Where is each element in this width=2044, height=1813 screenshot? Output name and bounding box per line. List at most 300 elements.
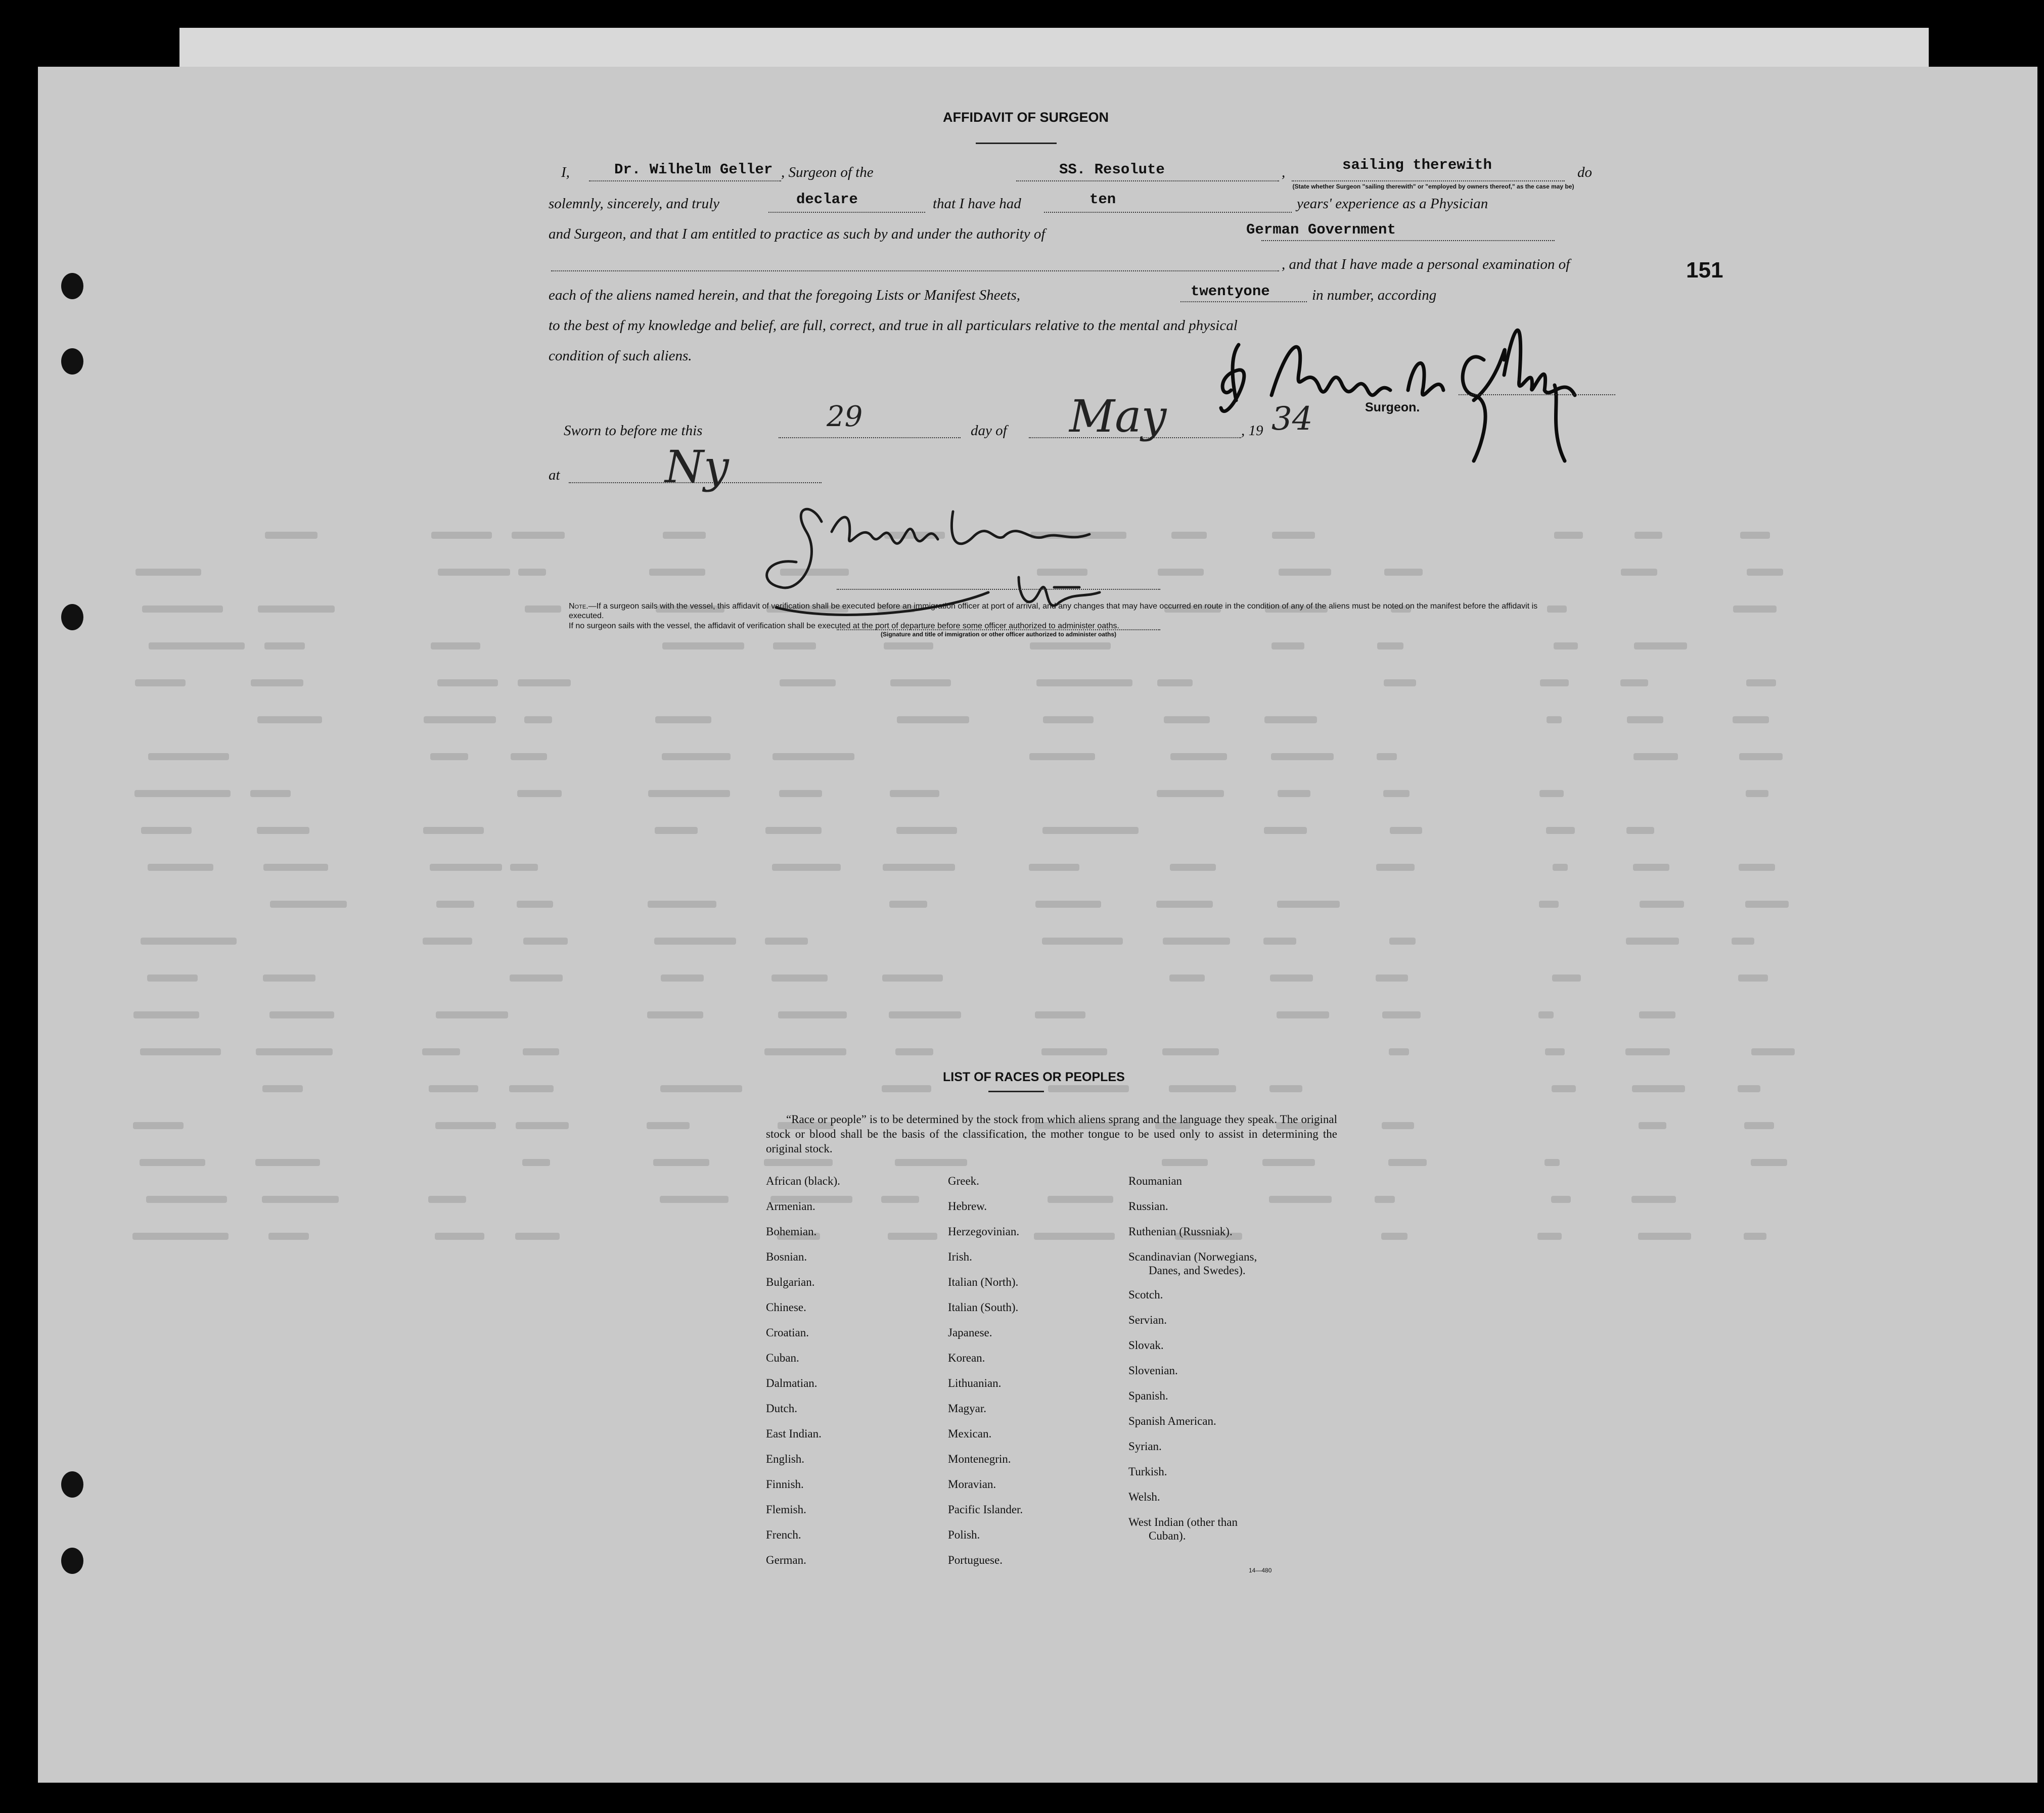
bleed-mark [140, 1048, 221, 1055]
bleed-mark [517, 790, 562, 797]
bleed-mark [1272, 532, 1315, 539]
bleed-mark [265, 532, 317, 539]
race-item: Herzegovinian. [948, 1225, 1020, 1238]
bleed-mark [888, 1233, 937, 1240]
bleed-mark [146, 1196, 227, 1203]
bleed-mark [780, 679, 836, 686]
bleed-mark [1626, 827, 1654, 834]
bleed-mark [882, 974, 943, 982]
race-item: Syrian. [1128, 1440, 1162, 1453]
bleed-mark [765, 938, 808, 945]
affidavit-text: , 19 [1241, 423, 1263, 439]
note-label: Note. [569, 602, 588, 611]
bleed-mark [1625, 1048, 1670, 1055]
race-item: English. [766, 1453, 805, 1465]
bleed-mark [764, 1159, 833, 1166]
punch-hole [61, 604, 83, 630]
vessel-name: SS. Resolute [1059, 161, 1165, 178]
bleed-mark [135, 679, 186, 686]
bleed-mark [1384, 679, 1416, 686]
bleed-mark [653, 1159, 709, 1166]
bleed-mark [1375, 1196, 1395, 1203]
bleed-mark [1640, 901, 1684, 908]
race-item: Japanese. [948, 1326, 992, 1339]
bleed-mark [1553, 864, 1568, 871]
race-item: Cuban. [766, 1352, 799, 1364]
bleed-mark [1041, 1048, 1107, 1055]
bleed-mark [1270, 974, 1313, 982]
blank-line [768, 212, 925, 213]
bleed-mark [264, 642, 305, 649]
bleed-mark [1746, 790, 1768, 797]
affidavit-text: , and that I have made a personal examination of [1282, 256, 1570, 272]
note-text: —If a surgeon sails with the vessel, this affidavit of verification shall be executed before an immigration officer at port of arrival, and any changes that may have occurred en route in the condition of any of the aliens must be noted on the manifest before the affidavit is executed. [569, 602, 1538, 620]
bleed-mark [897, 716, 969, 723]
page-number: 151 [1686, 258, 1723, 283]
bleed-mark [1545, 1048, 1565, 1055]
affidavit-text: do [1577, 164, 1592, 180]
bleed-mark [1546, 827, 1575, 834]
bleed-mark [1036, 679, 1132, 686]
bleed-mark [1042, 938, 1123, 945]
race-item: Slovenian. [1128, 1364, 1178, 1377]
bleed-mark [148, 753, 229, 760]
race-item: Montenegrin. [948, 1453, 1011, 1465]
bleed-mark [1382, 1122, 1414, 1129]
race-item: Moravian. [948, 1478, 996, 1491]
race-item: Bohemian. [766, 1225, 817, 1238]
bleed-mark [1746, 679, 1776, 686]
bleed-mark [134, 790, 231, 797]
affidavit-text: each of the aliens named herein, and that the foregoing Lists or Manifest Sheets, [549, 287, 1020, 303]
bleed-mark [262, 1085, 303, 1092]
race-item: Lithuanian. [948, 1377, 1002, 1389]
bleed-mark [510, 864, 538, 871]
bleed-mark [1390, 827, 1422, 834]
bleed-mark [1732, 938, 1754, 945]
affidavit-text: , Surgeon of the [781, 164, 874, 180]
bleed-mark [512, 532, 565, 539]
bleed-mark [1377, 753, 1397, 760]
bleed-mark [1156, 901, 1213, 908]
bleed-mark [516, 1122, 569, 1129]
bleed-mark [1163, 938, 1230, 945]
bleed-mark [1048, 1085, 1129, 1092]
bleed-mark [422, 1048, 460, 1055]
bleed-mark [133, 1011, 199, 1018]
bleed-mark [1633, 864, 1669, 871]
bleed-mark [524, 716, 552, 723]
bleed-mark [263, 974, 315, 982]
bleed-mark [647, 1122, 690, 1129]
race-item: Spanish. [1128, 1389, 1168, 1402]
bleed-mark [142, 606, 223, 613]
bleed-mark [1169, 974, 1205, 982]
bleed-mark [515, 1233, 560, 1240]
bleed-mark [1279, 569, 1331, 576]
bleed-mark [896, 827, 957, 834]
bleed-mark [510, 974, 563, 982]
bleed-mark [661, 974, 704, 982]
bleed-mark [148, 864, 213, 871]
bleed-mark [1029, 864, 1079, 871]
bleed-mark [883, 864, 955, 871]
race-item: Slovak. [1128, 1339, 1164, 1352]
bleed-mark [1048, 1196, 1113, 1203]
race-item: East Indian. [766, 1427, 822, 1440]
bleed-mark [1538, 1011, 1554, 1018]
race-item: Welsh. [1128, 1491, 1160, 1503]
blank-line [551, 270, 1279, 271]
bleed-mark [1621, 569, 1657, 576]
bleed-mark [1744, 1233, 1766, 1240]
race-item: Spanish American. [1128, 1415, 1216, 1427]
race-item: Italian (North). [948, 1276, 1019, 1288]
bleed-mark [1383, 790, 1410, 797]
bleed-mark [141, 827, 192, 834]
race-item: Irish. [948, 1250, 972, 1263]
title-underline [976, 143, 1057, 144]
bleed-mark [771, 974, 828, 982]
race-item: Italian (South). [948, 1301, 1019, 1314]
bleed-mark [1029, 753, 1095, 760]
races-title: LIST OF RACES OR PEOPLES [943, 1070, 1125, 1084]
bleed-mark [1277, 901, 1340, 908]
sworn-place: Ny [665, 441, 729, 493]
bleed-mark [1551, 1196, 1571, 1203]
bleed-mark [889, 901, 927, 908]
bleed-mark [1639, 1122, 1666, 1129]
bleed-mark [1540, 679, 1569, 686]
bleed-mark [655, 827, 698, 834]
bleed-mark [1164, 716, 1210, 723]
bleed-mark [522, 1159, 550, 1166]
bleed-mark [772, 864, 841, 871]
bleed-mark [525, 606, 561, 613]
affidavit-text: in number, according [1312, 287, 1437, 303]
bleed-mark [149, 642, 245, 649]
bleed-mark [135, 569, 201, 576]
manifest-page [38, 67, 2037, 1783]
bleed-mark [251, 679, 303, 686]
bleed-mark [1034, 1233, 1115, 1240]
affidavit-text: years' experience as a Physician [1297, 196, 1488, 212]
bleed-mark [1539, 790, 1564, 797]
sworn-month: May [1069, 390, 1167, 442]
bleed-mark [1269, 1196, 1332, 1203]
form-number: 14—480 [1249, 1567, 1272, 1574]
bleed-mark [438, 569, 510, 576]
bleed-mark [1278, 790, 1310, 797]
bleed-mark [258, 606, 335, 613]
bleed-mark [881, 1196, 919, 1203]
bleed-mark [882, 1085, 931, 1092]
years-experience: ten [1089, 191, 1116, 208]
bleed-mark [257, 827, 309, 834]
bleed-mark [1277, 1011, 1329, 1018]
bleed-mark [428, 1196, 466, 1203]
punch-hole [61, 348, 83, 375]
surgeon-name: Dr. Wilhelm Geller [614, 161, 773, 178]
race-item: Bulgarian. [766, 1276, 815, 1288]
bleed-mark [509, 1085, 554, 1092]
bleed-mark [1162, 1159, 1208, 1166]
bleed-mark [436, 1011, 508, 1018]
affidavit-text: day of [971, 423, 1007, 439]
bleed-mark [1740, 532, 1770, 539]
bleed-mark [1751, 1159, 1787, 1166]
bleed-mark [429, 1085, 478, 1092]
surgeon-signature [1201, 299, 1585, 466]
sworn-day: 29 [827, 400, 863, 433]
bleed-mark [1739, 864, 1775, 871]
bleed-mark [430, 753, 468, 760]
sworn-year: 34 [1271, 400, 1313, 438]
races-intro: “Race or people” is to be determined by the stock from which aliens sprang and the language they speak. The original stock or blood shall be the basis of the classification, the mother tongue to be used only to assist in determining the original stock. [766, 1113, 1337, 1155]
bleed-mark [647, 1011, 703, 1018]
races-column-3 [1128, 1175, 1257, 1545]
blank-line [1044, 212, 1292, 213]
bleed-mark [1738, 974, 1768, 982]
bleed-mark [133, 1122, 184, 1129]
bleed-mark [257, 716, 322, 723]
signature-line [1459, 394, 1615, 395]
bleed-mark [660, 1085, 742, 1092]
bleed-mark [250, 790, 291, 797]
bleed-mark [268, 1233, 309, 1240]
bleed-mark [1626, 938, 1679, 945]
bleed-mark [1162, 1048, 1219, 1055]
bleed-mark [773, 753, 854, 760]
bleed-mark [1552, 1085, 1576, 1092]
bleed-mark [1552, 974, 1581, 982]
sheets-count: twentyone [1191, 283, 1270, 300]
bleed-mark [655, 716, 711, 723]
bleed-mark [424, 716, 496, 723]
bleed-mark [1389, 1048, 1409, 1055]
bleed-mark [436, 901, 474, 908]
bleed-mark [1634, 532, 1662, 539]
race-item: Armenian. [766, 1200, 815, 1213]
punch-hole [61, 1471, 83, 1498]
bleed-mark [1043, 716, 1094, 723]
race-item: Korean. [948, 1352, 985, 1364]
affidavit-title: AFFIDAVIT OF SURGEON [943, 110, 1109, 125]
bleed-mark [1388, 1159, 1427, 1166]
bleed-mark [1271, 642, 1304, 649]
affidavit-note-2: If no surgeon sails with the vessel, the affidavit of verification shall be executed at the port of departure before some officer authorized to administer oaths. [569, 622, 1119, 630]
bleed-mark [648, 901, 716, 908]
bleed-mark [1554, 532, 1583, 539]
bleed-mark [1545, 1159, 1560, 1166]
bleed-mark [1376, 864, 1415, 871]
bleed-mark [764, 1048, 846, 1055]
bleed-mark [1382, 1011, 1421, 1018]
race-item-continued: Cuban). [1149, 1529, 1186, 1542]
top-paper-edge [179, 28, 1929, 68]
bleed-mark [773, 642, 816, 649]
race-item: Portuguese. [948, 1554, 1003, 1566]
affidavit-text: and Surgeon, and that I am entitled to practice as such by and under the authority of [549, 226, 1046, 242]
declare-word: declare [796, 191, 858, 208]
punch-hole [61, 1548, 83, 1574]
race-item: Finnish. [766, 1478, 804, 1491]
race-item: Chinese. [766, 1301, 806, 1314]
race-item-continued: Danes, and Swedes). [1149, 1264, 1246, 1277]
race-item: Roumanian [1128, 1175, 1183, 1187]
race-item: Scotch. [1128, 1288, 1163, 1301]
bleed-mark [779, 790, 822, 797]
bleed-mark [1381, 1233, 1407, 1240]
punch-hole [61, 273, 83, 299]
bleed-mark [132, 1233, 229, 1240]
bleed-mark [523, 938, 568, 945]
blank-line [1292, 180, 1565, 181]
races-column-2 [948, 1175, 1023, 1579]
bleed-mark [435, 1233, 484, 1240]
race-item: Hebrew. [948, 1200, 987, 1213]
bleed-mark [1157, 790, 1224, 797]
affidavit-text: , [1282, 164, 1286, 180]
bleed-mark [437, 679, 498, 686]
affidavit-text: solemnly, sincerely, and truly [549, 196, 720, 212]
bleed-mark [1547, 716, 1562, 723]
bleed-mark [649, 569, 705, 576]
blank-line [589, 180, 781, 181]
bleed-mark [884, 642, 933, 649]
bleed-mark [423, 827, 484, 834]
bleed-mark [1733, 716, 1769, 723]
race-item: Scandinavian (Norwegians, [1128, 1250, 1257, 1263]
bleed-mark [1384, 569, 1423, 576]
bleed-mark [147, 974, 198, 982]
bleed-mark [263, 864, 328, 871]
bleed-mark [423, 938, 472, 945]
bleed-mark [517, 901, 553, 908]
bleed-mark [1376, 974, 1408, 982]
bleed-mark [1389, 938, 1416, 945]
bleed-mark [1169, 1085, 1236, 1092]
blank-line [779, 437, 961, 438]
bleed-mark [663, 532, 706, 539]
race-item: Greek. [948, 1175, 979, 1187]
bleed-mark [523, 1048, 559, 1055]
bleed-mark [778, 1011, 847, 1018]
bleed-mark [1035, 1011, 1085, 1018]
bleed-mark [662, 642, 744, 649]
surgeon-label: Surgeon. [1365, 400, 1420, 414]
bleed-mark [1263, 938, 1296, 945]
bleed-mark [262, 1196, 339, 1203]
bleed-mark [1733, 606, 1777, 613]
race-item: Polish. [948, 1528, 980, 1541]
race-item: Bosnian. [766, 1250, 807, 1263]
affidavit-text: Sworn to before me this [564, 423, 703, 439]
bleed-mark [1377, 642, 1403, 649]
bleed-mark [256, 1048, 333, 1055]
race-item: West Indian (other than [1128, 1516, 1238, 1528]
bleed-mark [255, 1159, 320, 1166]
bleed-mark [765, 827, 822, 834]
races-column-1 [766, 1175, 840, 1579]
affidavit-text: that I have had [933, 196, 1021, 212]
bleed-mark [511, 753, 547, 760]
bleed-mark [890, 790, 939, 797]
bleed-mark [140, 1159, 205, 1166]
bleed-mark [431, 642, 480, 649]
bleed-mark [662, 753, 731, 760]
race-item: African (black). [766, 1175, 840, 1187]
race-item: Flemish. [766, 1503, 806, 1516]
bleed-mark [1264, 827, 1307, 834]
bleed-mark [1745, 901, 1789, 908]
bleed-mark [1269, 1085, 1302, 1092]
race-item: German. [766, 1554, 806, 1566]
bleed-mark [648, 790, 730, 797]
bleed-mark [1170, 753, 1227, 760]
bleed-mark [1751, 1048, 1795, 1055]
officer-hint: (Signature and title of immigration or other officer authorized to administer oaths) [880, 631, 1117, 638]
bleed-mark [1030, 642, 1111, 649]
sailing-status: sailing therewith [1342, 157, 1492, 173]
bleed-mark [431, 532, 492, 539]
bleed-mark [890, 679, 951, 686]
bleed-mark [1262, 1159, 1315, 1166]
bleed-mark [1620, 679, 1648, 686]
affidavit-text: at [549, 467, 560, 483]
bleed-mark [1639, 1011, 1675, 1018]
bleed-mark [270, 901, 347, 908]
affidavit-text: condition of such aliens. [549, 348, 692, 364]
bleed-mark [1035, 901, 1101, 908]
blank-line [1016, 180, 1279, 181]
bleed-mark [1264, 716, 1317, 723]
race-item: Mexican. [948, 1427, 992, 1440]
race-item: Dalmatian. [766, 1377, 817, 1389]
bleed-mark [518, 679, 571, 686]
bleed-mark [1744, 1122, 1774, 1129]
bleed-mark [518, 569, 546, 576]
race-item: Croatian. [766, 1326, 809, 1339]
race-item: Magyar. [948, 1402, 987, 1415]
bleed-mark [1539, 901, 1559, 908]
blank-line [1261, 240, 1555, 241]
bleed-mark [435, 1122, 496, 1129]
bleed-mark [895, 1159, 967, 1166]
race-item: Russian. [1128, 1200, 1168, 1213]
races-title-underline [988, 1091, 1044, 1092]
bleed-mark [1042, 827, 1139, 834]
bleed-mark [1738, 1085, 1760, 1092]
race-item: Servian. [1128, 1314, 1167, 1326]
race-item: French. [766, 1528, 801, 1541]
bleed-mark [1747, 569, 1783, 576]
bleed-mark [1271, 753, 1334, 760]
bleed-mark [889, 1011, 961, 1018]
sailing-hint: (State whether Surgeon "sailing therewith" or "employed by owners thereof," as the case may be) [1292, 183, 1574, 190]
bleed-mark [1634, 642, 1687, 649]
bleed-mark [895, 1048, 933, 1055]
bleed-mark [1739, 753, 1783, 760]
race-item: Dutch. [766, 1402, 797, 1415]
bleed-mark [1632, 1085, 1685, 1092]
bleed-mark [1627, 716, 1663, 723]
bleed-mark [1170, 864, 1216, 871]
authority: German Government [1246, 221, 1396, 238]
affidavit-text: to the best of my knowledge and belief, are full, correct, and true in all particulars relative to the mental and physical [549, 317, 1238, 334]
bleed-mark [1631, 1196, 1676, 1203]
bleed-mark [1537, 1233, 1562, 1240]
